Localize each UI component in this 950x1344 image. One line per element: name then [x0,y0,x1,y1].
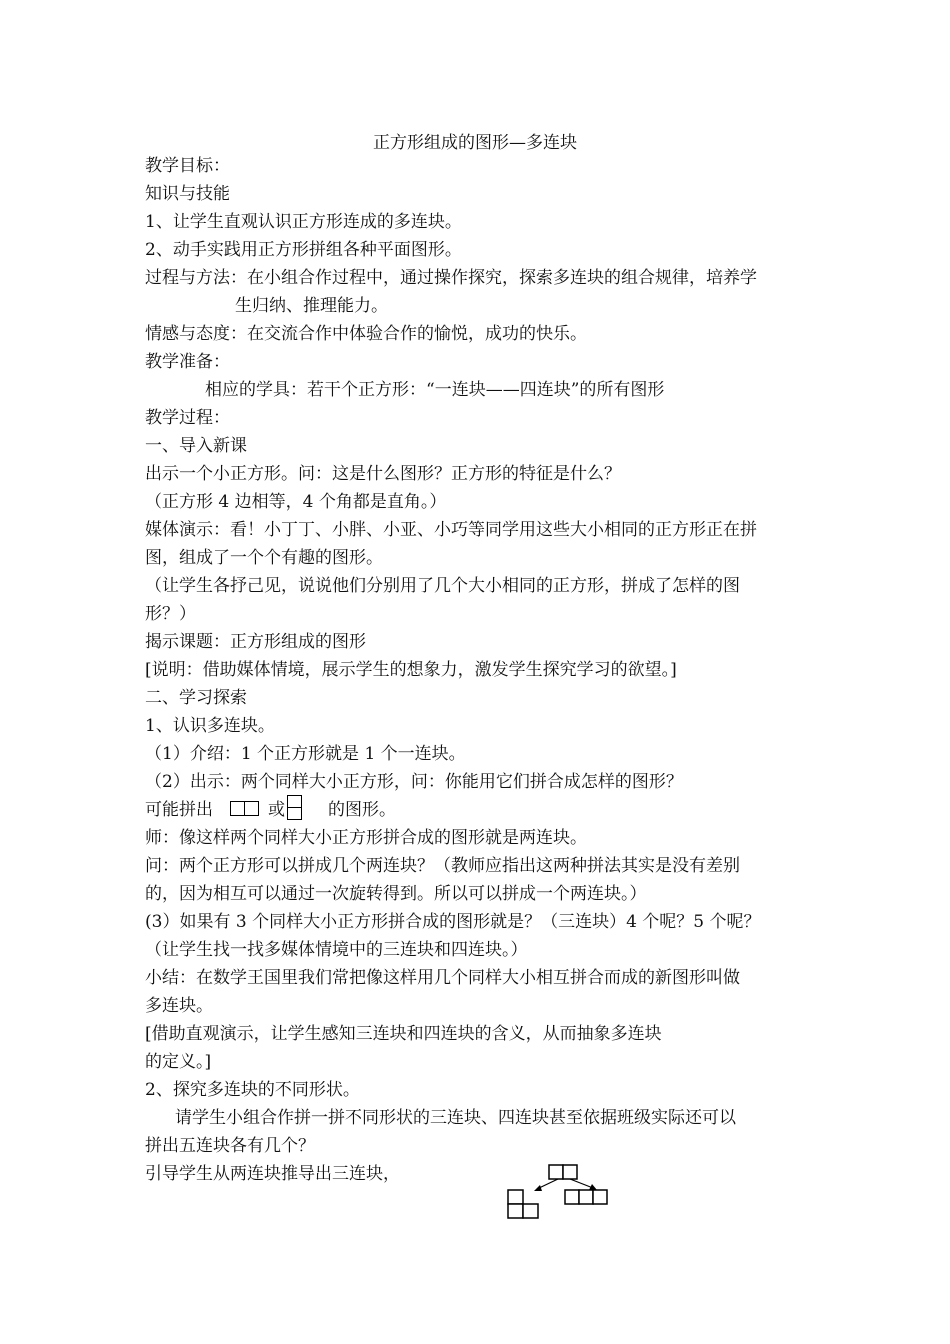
text-line: 形？） [145,604,196,624]
text-line: 或 [268,800,285,820]
text-line: 二、学习探索 [145,688,247,708]
domino-square [549,1165,563,1179]
text-line: 多连块。 [145,996,213,1016]
text-line: 过程与方法：在小组合作过程中，通过操作探究，探索多连块的组合规律，培养学 [145,268,757,288]
triomino-square [593,1190,607,1204]
page-title: 正方形组成的图形—多连块 [373,133,577,153]
text-line: [说明：借助媒体情境，展示学生的想象力，激发学生探究学习的欲望。] [145,660,677,680]
text-line: （让学生找一找多媒体情境中的三连块和四连块。） [145,940,528,960]
text-line: 请学生小组合作拼一拼不同形状的三连块、四连块甚至依据班级实际还可以 [175,1108,736,1128]
triomino-square [508,1204,523,1218]
arrow-left-head [534,1185,542,1191]
text-line: 2、探究多连块的不同形状。 [145,1080,360,1100]
triomino-square [523,1204,538,1218]
domino-square [244,801,259,816]
text-line: （让学生各抒己见，说说他们分别用了几个大小相同的正方形，拼成了怎样的图 [145,576,740,596]
text-line: 的，因为相互可以通过一次旋转得到。所以可以拼成一个两连块。） [145,884,647,904]
triomino-square [579,1190,593,1204]
text-line: 1、认识多连块。 [145,716,275,736]
text-line: 的定义。] [145,1052,212,1072]
text-line: 媒体演示：看！小丁丁、小胖、小亚、小巧等同学用这些大小相同的正方形正在拼 [145,520,757,540]
text-line: （1）介绍：1 个正方形就是 1 个一连块。 [145,744,466,764]
text-line: （正方形 4 边相等，4 个角都是直角。） [145,492,447,512]
text-line: 出示一个小正方形。问：这是什么图形？正方形的特征是什么？ [145,464,621,484]
text-line: 教学准备： [145,352,230,372]
text-line: 一、导入新课 [145,436,247,456]
domino-square [230,801,245,816]
text-line: (3）如果有 3 个同样大小正方形拼合成的图形就是？（三连块）4 个呢？5 个呢？ [145,912,761,932]
triomino-square [508,1190,523,1204]
text-line: 情感与态度：在交流合作中体验合作的愉悦，成功的快乐。 [145,324,587,344]
triomino-square [565,1190,579,1204]
text-line: 生归纳、推理能力。 [235,296,388,316]
text-line: 相应的学具：若干个正方形：“一连块——四连块”的所有图形 [205,380,665,400]
text-line: 教学过程： [145,408,230,428]
text-line: [借助直观演示，让学生感知三连块和四连块的含义，从而抽象多连块 [145,1024,662,1044]
arrow-right [570,1179,593,1188]
text-line: 知识与技能 [145,184,230,204]
text-line: 教学目标： [145,156,230,176]
text-line: 1、让学生直观认识正方形连成的多连块。 [145,212,462,232]
text-line: （2）出示：两个同样大小正方形，问：你能用它们拼合成怎样的图形？ [145,772,683,792]
text-line: 的图形。 [328,800,396,820]
domino-square [563,1165,577,1179]
domino-square [287,807,302,820]
text-line: 2、动手实践用正方形拼组各种平面图形。 [145,240,462,260]
text-line: 小结：在数学王国里我们常把像这样用几个同样大小相互拼合而成的新图形叫做 [145,968,740,988]
text-line: 图，组成了一个个有趣的图形。 [145,548,383,568]
text-line: 可能拼出 [145,800,213,820]
text-line: 拼出五连块各有几个？ [145,1136,315,1156]
text-line: 引导学生从两连块推导出三连块， [145,1164,400,1184]
polyomino-diagram [500,1160,620,1222]
text-line: 师：像这样两个同样大小正方形拼合成的图形就是两连块。 [145,828,587,848]
text-line: 揭示课题：正方形组成的图形 [145,632,366,652]
text-line: 问：两个正方形可以拼成几个两连块？（教师应指出这两种拼法其实是没有差别 [145,856,740,876]
